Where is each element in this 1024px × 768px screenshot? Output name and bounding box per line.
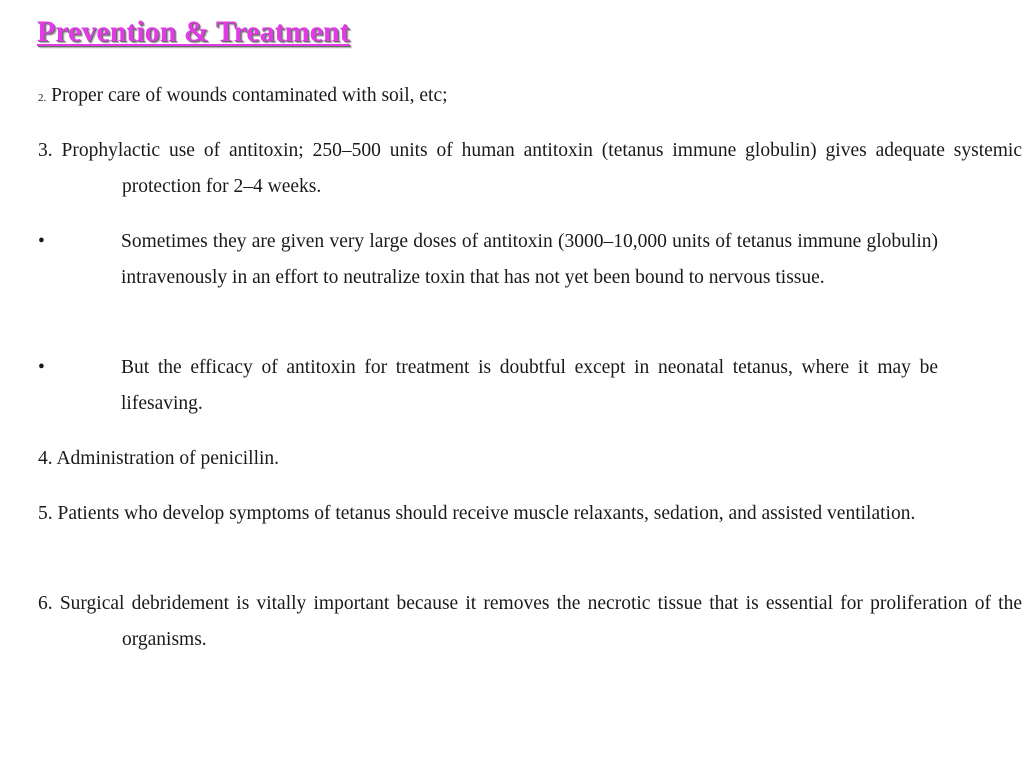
- bullet-item-2: [38, 350, 938, 421]
- bullet-icon: •: [38, 231, 45, 252]
- item-number: 4.: [38, 448, 53, 469]
- list-item-4: [38, 441, 938, 477]
- item-number: 6.: [38, 593, 53, 614]
- item-text: Administration of penicillin.: [56, 448, 280, 469]
- item-text: But the efficacy of antitoxin for treatment is doubtful except in neonatal tetanus, where it may be lifesaving.: [121, 357, 938, 414]
- item-text: Proper care of wounds contaminated with soil, etc;: [51, 85, 448, 106]
- bullet-icon: •: [38, 357, 45, 378]
- item-text: Sometimes they are given very large doses of antitoxin (3000–10,000 units of tetanus immune globulin) intravenously in an effort to neutralize toxin that has not yet been bound to nervous tissue.: [121, 231, 938, 288]
- bullet-item-1: [38, 224, 938, 295]
- item-text: Prophylactic use of antitoxin; 250–500 units of human antitoxin (tetanus immune globulin) gives adequate systemic protection for 2–4 weeks.: [61, 140, 1023, 197]
- list-item-3: [38, 133, 1022, 204]
- list-item-6: [38, 586, 1022, 657]
- item-number: 5.: [38, 503, 53, 524]
- item-text: Surgical debridement is vitally important because it removes the necrotic tissue that is essential for proliferation of the organisms.: [59, 593, 1022, 650]
- item-number: 2.: [38, 92, 47, 104]
- list-item-2: [38, 78, 938, 117]
- item-number: 3.: [38, 140, 53, 161]
- item-text: Patients who develop symptoms of tetanus should receive muscle relaxants, sedation, and assisted ventilation.: [57, 503, 916, 524]
- slide-title: Prevention & Treatment: [37, 15, 350, 48]
- list-item-5: [38, 496, 1022, 532]
